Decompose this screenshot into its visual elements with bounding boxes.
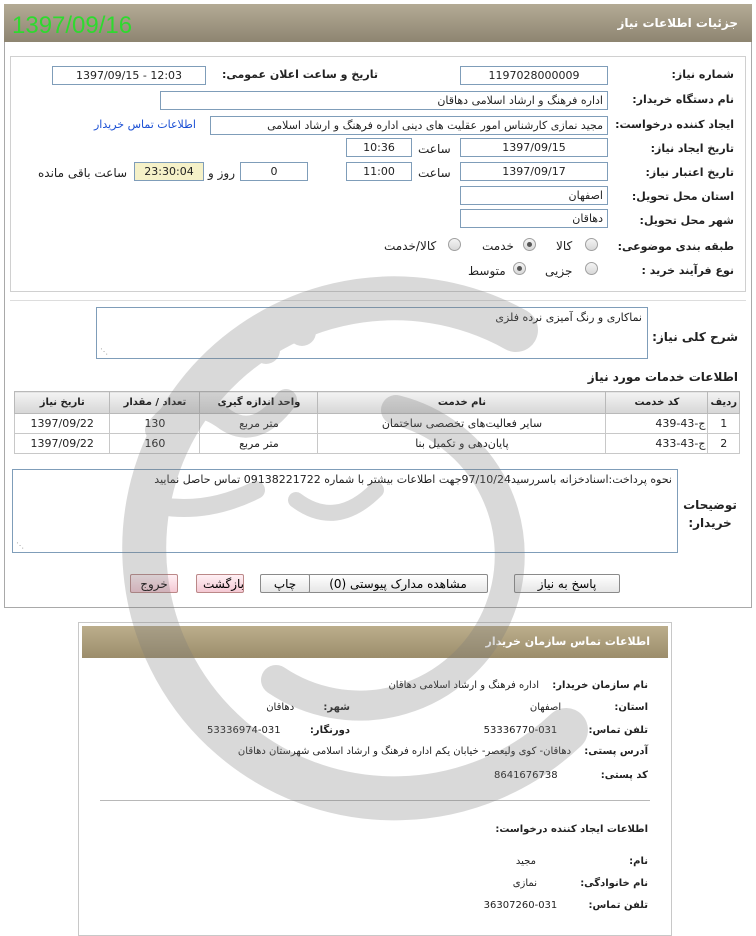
category-option-goods: کالا [556, 239, 573, 253]
back-button[interactable]: بازگشت [196, 574, 244, 593]
cell-need-date: 1397/09/22 [15, 434, 110, 454]
process-radio-minor[interactable] [585, 262, 598, 275]
table-row[interactable] [15, 414, 740, 434]
category-radio-service[interactable] [523, 238, 536, 251]
contact-postal: 8641676738 [493, 770, 558, 781]
buyer-notes-text: نحوه پرداخت:اسنادخزانه باسررسید97/10/24جهت اطلاعات بیشتر با شماره 09138221722 تماس حاصل نمایید [154, 473, 672, 486]
summary-text: نماکاری و رنگ آمیزی نرده فلزی [495, 311, 642, 324]
cell-quantity: 130 [110, 414, 200, 434]
remaining-time-field: 23:30:04 [134, 162, 204, 181]
buyer-org-label: نام دستگاه خریدار: [632, 93, 734, 106]
creator-label: ایجاد کننده درخواست: [615, 118, 734, 131]
cell-service-name: سایر فعالیت‌های تخصصی ساختمان [318, 414, 606, 434]
contact-phone-row [484, 725, 648, 736]
announce-label: تاریخ و ساعت اعلان عمومی: [221, 68, 378, 81]
reply-button[interactable]: پاسخ به نیاز [514, 574, 620, 593]
attachments-button[interactable]: مشاهده مدارک پیوستی (0) [308, 574, 488, 593]
created-time-field: 10:36 [346, 138, 412, 157]
days-field: 0 [240, 162, 308, 181]
creator-phone-row [484, 900, 648, 911]
cell-service-name: پایان‌دهی و تکمیل بنا [318, 434, 606, 454]
city-label: شهر محل تحویل: [639, 214, 734, 227]
process-radio-medium[interactable] [513, 262, 526, 275]
cell-need-date: 1397/09/22 [15, 414, 110, 434]
contact-province-row [530, 702, 648, 713]
contact-phone: 031-53336770 [483, 725, 558, 736]
cell-service-code: ج-43-433 [606, 434, 708, 454]
creator-info-title-row [495, 824, 648, 835]
col-service-name: نام خدمت [318, 392, 606, 414]
contact-address: دهاقان- کوی ولیعصر- خیابان یکم اداره فرهنگ و ارشاد اسلامی شهرستان دهاقان [237, 746, 572, 757]
creator-info-title: اطلاعات ایجاد کننده درخواست: [495, 824, 648, 835]
contact-divider [100, 800, 650, 801]
col-quantity: تعداد / مقدار [110, 392, 200, 414]
creator-name-row [516, 856, 648, 867]
contact-city-label: شهر: [323, 702, 350, 713]
province-field: اصفهان [460, 186, 608, 205]
resize-grip-icon[interactable]: ⋰ [100, 347, 108, 356]
validity-time-field: 11:00 [346, 162, 412, 181]
creator-family-row [513, 878, 648, 889]
services-table [14, 391, 740, 454]
category-label: طبقه بندی موضوعی: [617, 240, 734, 253]
buyer-notes-textarea[interactable] [12, 469, 678, 553]
contact-city-row [266, 702, 350, 713]
buyer-org-field: اداره فرهنگ و ارشاد اسلامی دهاقان [160, 91, 608, 110]
col-unit: واحد اندازه گیری [200, 392, 318, 414]
contact-fax-row [207, 725, 350, 736]
validity-label: تاریخ اعتبار نیاز: [645, 166, 734, 179]
need-number-label: شماره نیاز: [671, 68, 734, 81]
cell-unit: متر مربع [200, 414, 318, 434]
contact-address-label: آدرس پستی: [584, 746, 648, 757]
city-field: دهاقان [460, 209, 608, 228]
category-option-service: خدمت [482, 239, 514, 253]
services-title: اطلاعات خدمات مورد نیاز [587, 370, 738, 384]
print-button[interactable]: چاپ [260, 574, 310, 593]
cell-quantity: 160 [110, 434, 200, 454]
contact-postal-label: کد پستی: [600, 770, 648, 781]
category-radio-goods[interactable] [585, 238, 598, 251]
page-title: جزئیات اطلاعات نیاز [617, 16, 738, 30]
buyer-notes-label [682, 496, 738, 532]
category-option-goods-service: کالا/خدمت [384, 239, 437, 253]
contact-org-row [388, 680, 648, 691]
creator-name-label: نام: [629, 856, 648, 867]
contact-fax-label: دورنگار: [309, 725, 350, 736]
col-service-code: کد خدمت [606, 392, 708, 414]
process-label: نوع فرآیند خرید : [641, 264, 734, 277]
col-row-number: ردیف [708, 392, 740, 414]
cell-service-code: ج-43-439 [606, 414, 708, 434]
contact-title: اطلاعات تماس سازمان خریدار [485, 635, 650, 648]
creator-phone: 031-36307260 [483, 900, 558, 911]
cell-unit: متر مربع [200, 434, 318, 454]
province-label: استان محل تحویل: [631, 190, 734, 203]
summary-label: شرح کلی نیاز: [652, 330, 738, 344]
contact-address-row [238, 746, 648, 757]
category-radio-goods-service[interactable] [448, 238, 461, 251]
contact-card-header [82, 626, 668, 658]
created-time-label: ساعت [418, 142, 451, 156]
days-label: روز و [208, 166, 235, 180]
contact-city: دهاقان [266, 702, 295, 713]
creator-phone-label: تلفن تماس: [588, 900, 648, 911]
table-header-row [15, 392, 740, 414]
buyer-contact-link[interactable]: اطلاعات تماس خریدار [94, 118, 196, 131]
contact-postal-row [494, 770, 648, 781]
need-number-field: 1197028000009 [460, 66, 608, 85]
exit-button[interactable]: خروج [130, 574, 178, 593]
created-date-field: 1397/09/15 [460, 138, 608, 157]
creator-family-label: نام خانوادگی: [580, 878, 648, 889]
services-table-wrap [14, 391, 740, 454]
contact-org-label: نام سازمان خریدار: [552, 680, 648, 691]
cell-row-number: 2 [708, 434, 740, 454]
process-option-minor: جزیی [545, 264, 573, 278]
contact-fax: 031-53336974 [207, 725, 281, 736]
cell-row-number: 1 [708, 414, 740, 434]
buyer-notes-label-text: توضیحات خریدار: [683, 498, 737, 530]
contact-province-label: استان: [614, 702, 648, 713]
process-option-medium: متوسط [468, 264, 506, 278]
header-bar [4, 4, 752, 42]
summary-textarea[interactable] [96, 307, 648, 359]
date-stamp: 1397/09/16 [12, 12, 133, 39]
contact-org: اداره فرهنگ و ارشاد اسلامی دهاقان [388, 680, 540, 691]
resize-grip-icon[interactable]: ⋰ [16, 541, 24, 550]
created-date-label: تاریخ ایجاد نیاز: [650, 142, 734, 155]
creator-family: نمازی [512, 878, 537, 889]
creator-name: مجید [515, 856, 536, 867]
contact-province: اصفهان [529, 702, 562, 713]
table-row[interactable] [15, 434, 740, 454]
validity-time-label: ساعت [418, 166, 451, 180]
col-need-date: تاریخ نیاز [15, 392, 110, 414]
validity-date-field: 1397/09/17 [460, 162, 608, 181]
remaining-label: ساعت باقی مانده [38, 166, 128, 180]
creator-field: مجید نمازی کارشناس امور عقلیت های دینی اداره فرهنگ و ارشاد اسلامی [210, 116, 608, 135]
announce-field: 1397/09/15 - 12:03 [52, 66, 206, 85]
contact-phone-label: تلفن تماس: [588, 725, 648, 736]
